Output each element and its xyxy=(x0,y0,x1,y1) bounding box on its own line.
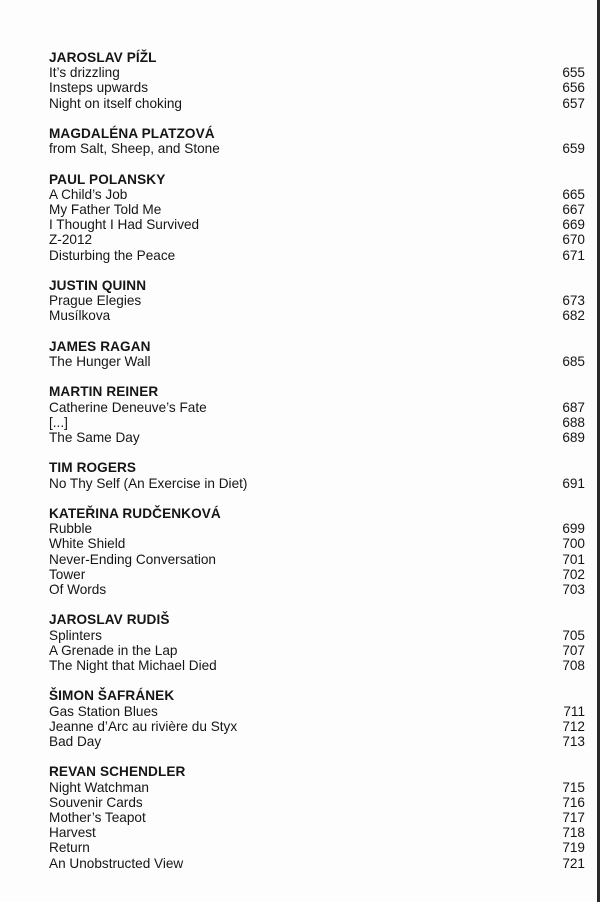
entry-page-number: 712 xyxy=(562,718,585,734)
toc-entry xyxy=(49,96,585,111)
entry-title: Rubble xyxy=(49,521,93,537)
entry-page-number: 687 xyxy=(562,399,585,415)
entry-title: White Shield xyxy=(49,536,126,552)
toc-entry xyxy=(49,825,585,840)
toc-entry xyxy=(49,232,585,247)
toc-entry xyxy=(49,476,585,491)
toc-section xyxy=(49,384,585,445)
toc-entry xyxy=(49,704,585,719)
author-heading: MAGDALÉNA PLATZOVÁ xyxy=(49,126,215,141)
toc-section xyxy=(49,506,585,597)
toc-section xyxy=(49,688,585,749)
entry-page-number: 708 xyxy=(562,658,585,673)
entry-title: Splinters xyxy=(49,627,102,643)
toc-entry xyxy=(49,400,585,415)
toc-entry xyxy=(49,430,585,445)
author-heading: TIM ROGERS xyxy=(49,460,137,476)
entry-page-number: 717 xyxy=(562,810,585,825)
entry-title: Prague Elegies xyxy=(49,293,142,309)
toc-entry xyxy=(49,810,585,825)
toc-section xyxy=(49,172,585,263)
entry-title: The Night that Michael Died xyxy=(49,658,217,673)
toc-entry xyxy=(49,734,585,749)
author-heading: MARTIN REINER xyxy=(49,384,159,400)
entry-page-number: 657 xyxy=(562,95,585,111)
entry-page-number: 700 xyxy=(562,536,585,552)
entry-page-number: 721 xyxy=(562,855,585,871)
entry-page-number: 673 xyxy=(562,293,585,309)
toc-entry xyxy=(49,80,585,95)
toc-entry xyxy=(49,217,585,232)
entry-page-number: 699 xyxy=(562,521,585,537)
entry-title: Insteps upwards xyxy=(49,80,148,96)
entry-page-number: 705 xyxy=(562,627,585,643)
entry-title: Tower xyxy=(49,566,86,582)
entry-page-number: 716 xyxy=(562,794,585,810)
entry-title: An Unobstructed View xyxy=(49,855,184,871)
toc-section xyxy=(49,460,585,490)
entry-title: Night on itself choking xyxy=(49,95,182,111)
entry-page-number: 671 xyxy=(562,247,585,263)
toc-entry xyxy=(49,354,585,369)
author-heading: ŠIMON ŠAFRÁNEK xyxy=(49,688,175,704)
entry-title: Bad Day xyxy=(49,734,102,749)
toc-entry xyxy=(49,567,585,582)
entry-title: The Same Day xyxy=(49,430,140,445)
author-heading: JAROSLAV RUDIŠ xyxy=(49,612,170,628)
entry-title: A Grenade in the Lap xyxy=(49,642,178,658)
toc-entry xyxy=(49,248,585,263)
toc-entry xyxy=(49,536,585,551)
author-heading: REVAN SCHENDLER xyxy=(49,764,186,780)
entry-title: Musílkova xyxy=(49,308,111,324)
toc-entry xyxy=(49,780,585,795)
entry-title: Of Words xyxy=(49,582,107,597)
entry-page-number: 719 xyxy=(562,840,585,856)
table-of-contents xyxy=(49,50,585,886)
entry-page-number: 682 xyxy=(562,308,585,324)
entry-page-number: 711 xyxy=(563,703,585,719)
entry-title: Harvest xyxy=(49,825,96,841)
author-heading: JAMES RAGAN xyxy=(49,338,151,354)
author-heading: JUSTIN QUINN xyxy=(49,278,147,293)
entry-page-number: 689 xyxy=(562,430,585,445)
toc-entry xyxy=(49,187,585,202)
entry-title: My Father Told Me xyxy=(49,202,162,217)
toc-section xyxy=(49,126,585,156)
toc-entry xyxy=(49,293,585,308)
toc-entry xyxy=(49,795,585,810)
toc-entry xyxy=(49,856,585,871)
entry-title: Night Watchman xyxy=(49,779,149,795)
toc-section xyxy=(49,278,585,324)
toc-entry xyxy=(49,628,585,643)
toc-entry xyxy=(49,202,585,217)
toc-entry xyxy=(49,308,585,323)
entry-title: Z-2012 xyxy=(49,232,93,248)
entry-page-number: 703 xyxy=(562,582,585,597)
entry-title: Return xyxy=(49,840,90,856)
entry-page-number: 688 xyxy=(562,414,585,430)
entry-page-number: 715 xyxy=(562,779,585,795)
entry-page-number: 713 xyxy=(562,734,585,749)
entry-title: Souvenir Cards xyxy=(49,794,143,810)
entry-title: Mother’s Teapot xyxy=(49,810,146,825)
toc-entry xyxy=(49,719,585,734)
author-heading: KATEŘINA RUDČENKOVÁ xyxy=(49,505,221,521)
entry-page-number: 670 xyxy=(562,232,585,248)
entry-page-number: 707 xyxy=(562,642,585,658)
entry-title: from Salt, Sheep, and Stone xyxy=(49,141,220,157)
toc-entry xyxy=(49,840,585,855)
entry-title: Gas Station Blues xyxy=(49,703,158,719)
entry-page-number: 659 xyxy=(562,141,585,157)
entry-page-number: 665 xyxy=(562,186,585,202)
entry-title: Catherine Deneuve’s Fate xyxy=(49,399,207,415)
entry-title: Jeanne d’Arc au rivière du Styx xyxy=(49,718,238,734)
entry-page-number: 656 xyxy=(562,80,585,96)
toc-section xyxy=(49,764,585,870)
toc-entry xyxy=(49,415,585,430)
toc-section xyxy=(49,339,585,369)
entry-page-number: 685 xyxy=(562,354,585,369)
author-heading: JAROSLAV PÍŽL xyxy=(49,50,157,65)
entry-page-number: 701 xyxy=(562,551,585,567)
entry-title: A Child’s Job xyxy=(49,186,128,202)
entry-page-number: 669 xyxy=(562,217,585,233)
entry-title: Never-Ending Conversation xyxy=(49,551,216,567)
toc-section xyxy=(49,50,585,111)
toc-entry xyxy=(49,658,585,673)
toc-section xyxy=(49,612,585,673)
entry-page-number: 702 xyxy=(562,566,585,582)
entry-title: I Thought I Had Survived xyxy=(49,217,200,233)
toc-entry xyxy=(49,552,585,567)
entry-page-number: 718 xyxy=(562,825,585,841)
toc-entry xyxy=(49,65,585,80)
entry-page-number: 691 xyxy=(562,475,585,491)
entry-title: No Thy Self (An Exercise in Diet) xyxy=(49,475,248,491)
toc-entry xyxy=(49,582,585,597)
entry-title: Disturbing the Peace xyxy=(49,247,176,263)
toc-entry xyxy=(49,643,585,658)
entry-title: It’s drizzling xyxy=(49,65,120,81)
entry-page-number: 667 xyxy=(562,202,585,217)
entry-title: The Hunger Wall xyxy=(49,354,151,369)
entry-title: [...] xyxy=(49,414,68,430)
toc-entry xyxy=(49,521,585,536)
toc-entry xyxy=(49,141,585,156)
entry-page-number: 655 xyxy=(562,65,585,81)
author-heading: PAUL POLANSKY xyxy=(49,171,166,187)
